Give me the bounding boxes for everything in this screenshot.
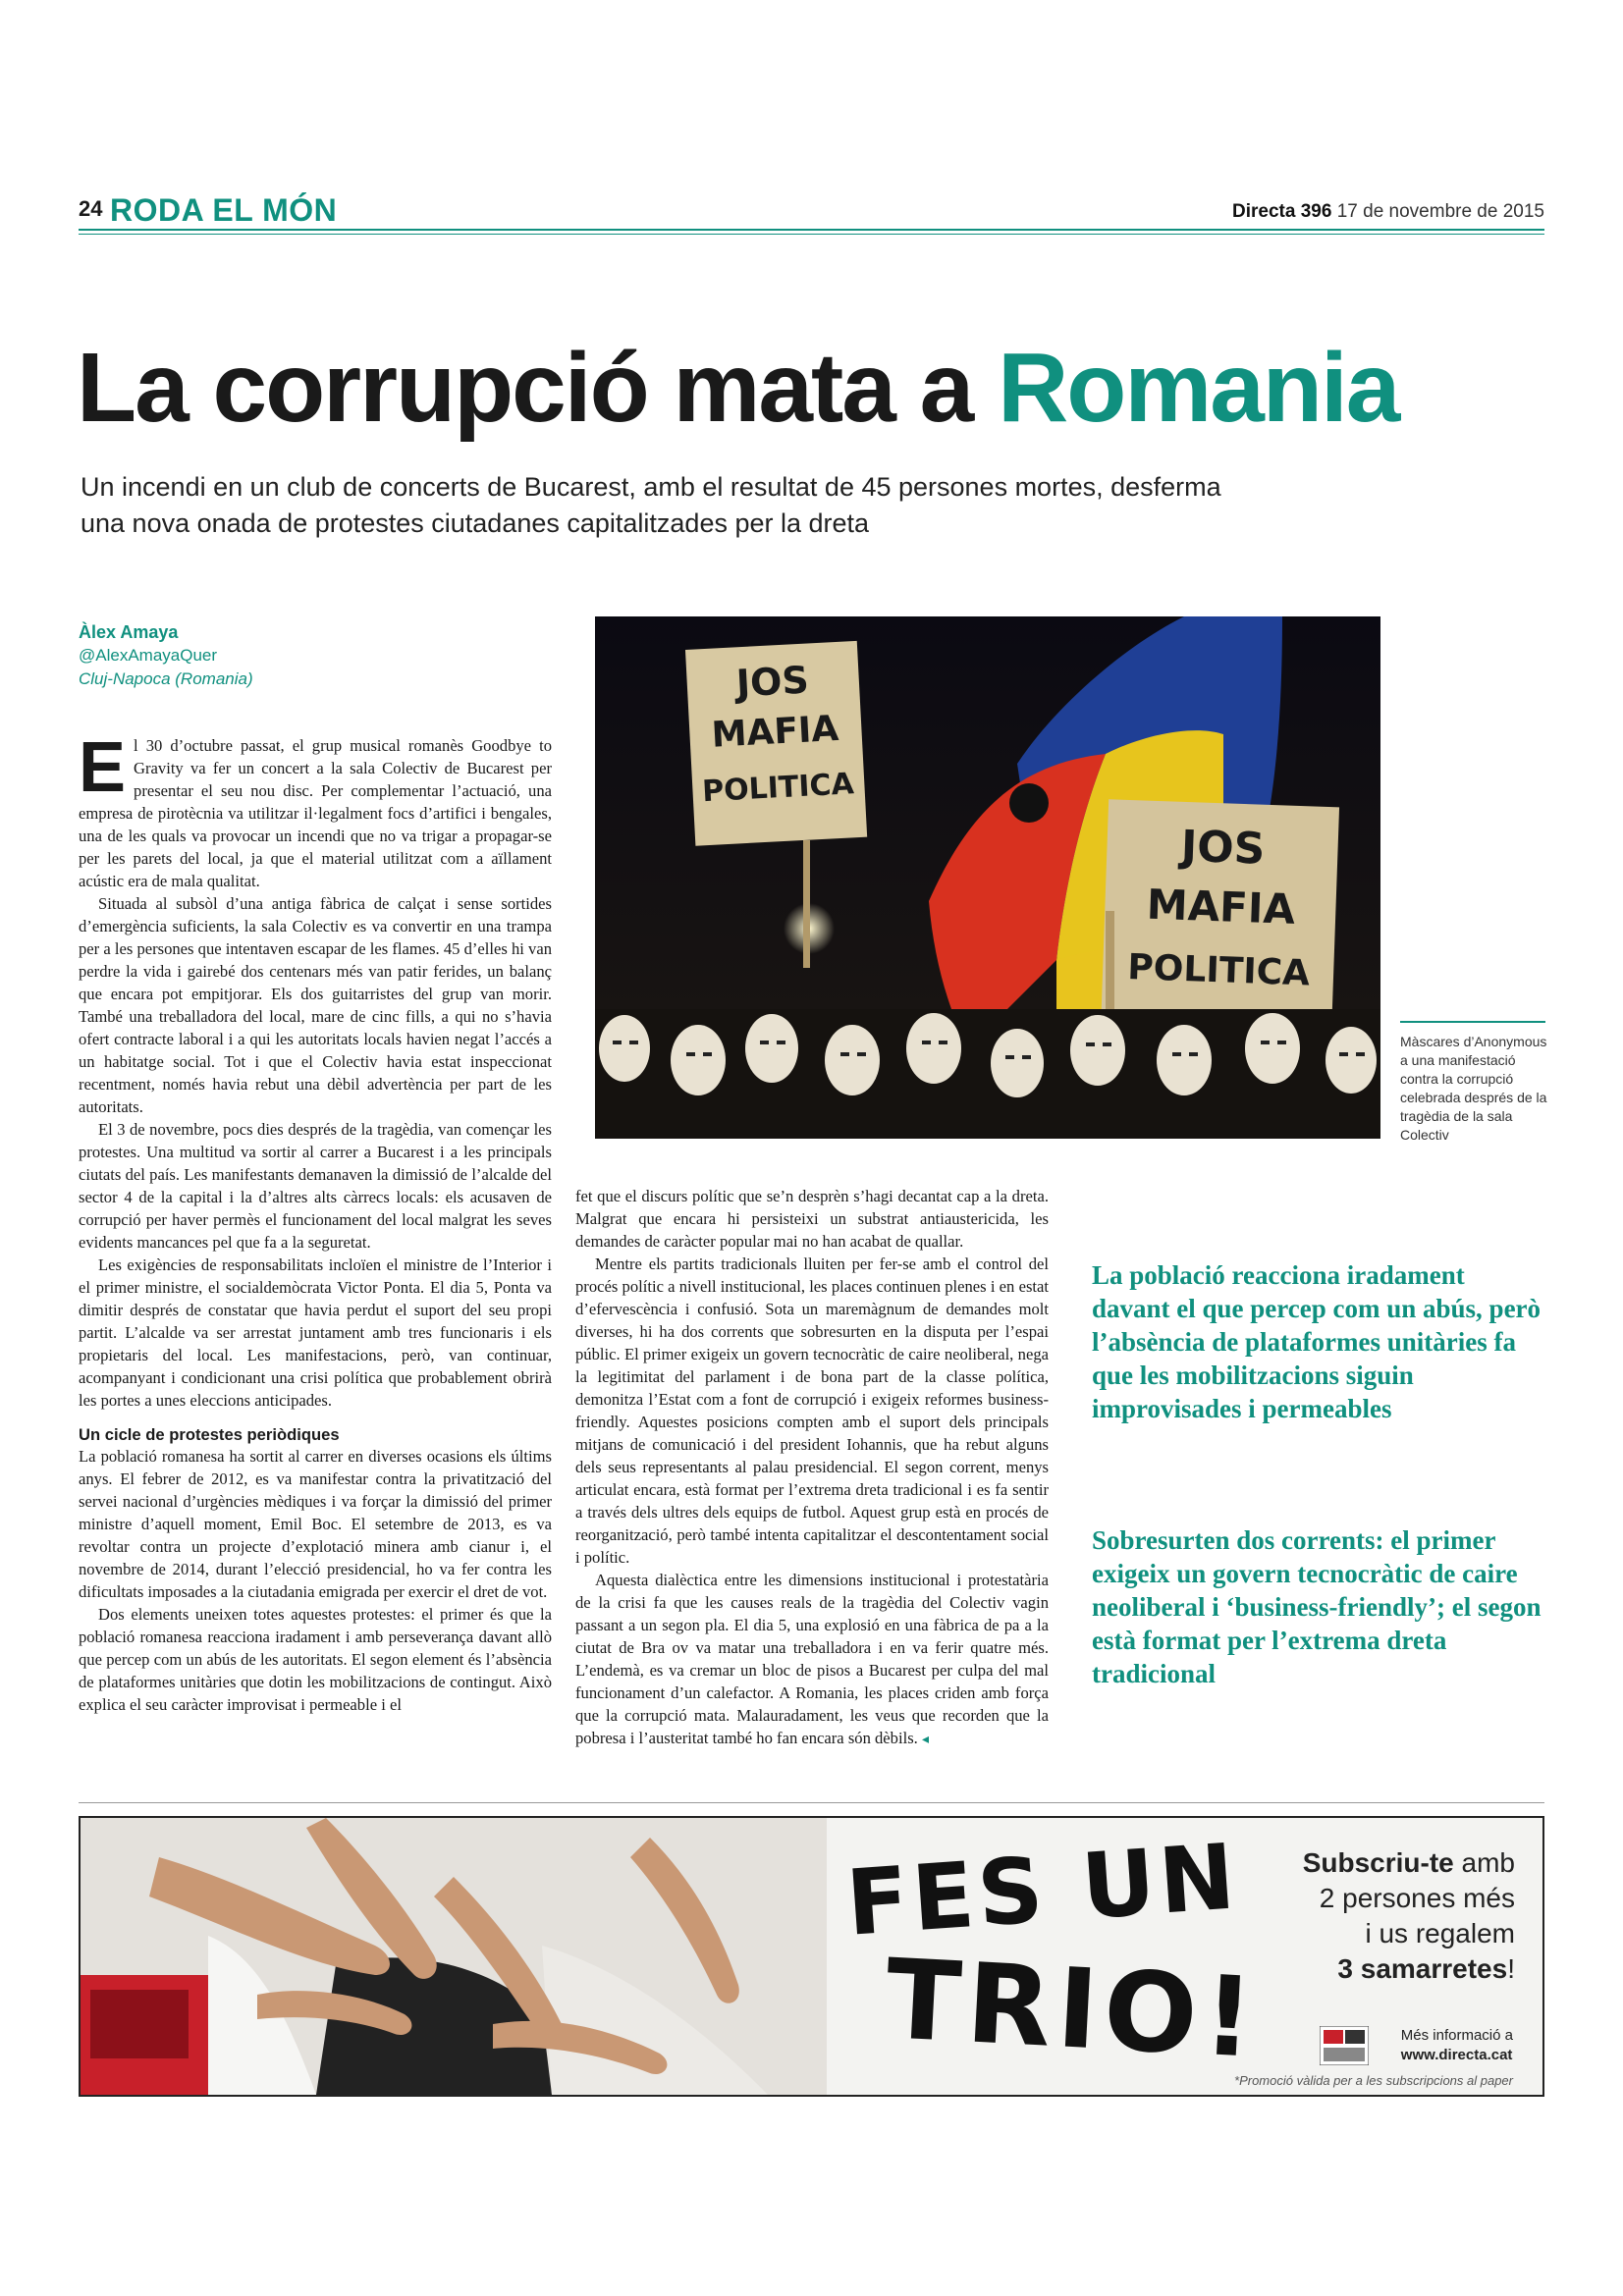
body-paragraph: Situada al subsòl d’una antiga fàbrica de calçat i sense sortides d’emergència suficients, la sala Colectiv es va convertir en una trampa per a les persones que intentaven escapar de les flames. 45 d’elles hi van perdre la vida i gairebé dos centenars més van patir ferides, un balanç que encara pot empitjorar. Els dos guitarristes del grup van morir. També una treballadora del local, mare de cinc fills, a qui no s’havia ofert contracte laboral i a qui les autoritats locals havien negat l’accés a un habitatge social. Tot i que el Colectiv havia estat inspeccionat recentment, només havia rebut una dèbil advertència per part de les autoritats. xyxy=(79,894,552,1116)
photo-caption: Màscares d’Anonymous a una manifestació contra la corrupció celebrada després de la tragèdia de la sala Colectiv xyxy=(1400,1034,1547,1143)
protest-photo xyxy=(595,616,1380,1139)
article-subhead: Un cicle de protestes periòdiques xyxy=(79,1425,340,1444)
svg-text:JOS: JOS xyxy=(734,658,810,706)
drop-cap: E xyxy=(79,728,127,807)
subscription-ad[interactable] xyxy=(79,1816,1544,2097)
issue-info xyxy=(1232,201,1544,223)
ad-slogan-line-2: TRIO! xyxy=(882,1936,1263,2083)
body-paragraph: Mentre els partits tradicionals lluiten per fer-se amb el control del procés polític a nivell institucional, les places continuen plenes i en estat d’efervescència i confusió. Sota un maremàgnum de demandes molt diverses, hi ha dos corrents que sobresurten en la disputa per l’espai públic. El primer exigeix un govern tecnocràtic de caire neoliberal, nega la legitimitat del parlament i de bona part de la classe política, demonitza l’Estat com a font de corrupció i exigeix reformes business-friendly. Aquestes posicions compten amb el suport dels principals mitjans de comunicació i del president Iohannis, que ha rebut alguns dels seus representants al palau presidencial. El segon corrent, menys articulat encara, està format per l’extrema dreta tradicional i es fa sentir a través dels ultres dels equips de futbol. Aquest grup està en procés de reorganització, però també intenta capitalitzar el descontentament social i polític. xyxy=(575,1255,1049,1567)
directa-logo xyxy=(1320,2026,1369,2065)
body-paragraph: La població romanesa ha sortit al carrer en diverses ocasions els últims anys. El febrer de 2012, es va manifestar contra la privatització del servei nacional d’urgències mèdiques i va forçar la dimissió del primer ministre d’aquell moment, Emil Boc. El setembre de 2013, es va revoltar contra un projecte d’explotació minera amb cianur i, el novembre de 2014, durant l’elecció presidencial, ho va fer contra les dificultats imposades a la ciutadania emigrada per exercir el dret de vot. xyxy=(79,1447,552,1601)
issue-date: 17 de novembre de 2015 xyxy=(1336,201,1544,222)
svg-text:MAFIA: MAFIA xyxy=(1146,880,1296,934)
author-name: Àlex Amaya xyxy=(79,622,179,642)
protest-photo-illustration xyxy=(595,616,1380,1139)
title-main: La corrupció mata a xyxy=(77,333,973,443)
ad-footnote: *Promoció vàlida per a les subscripcions al paper xyxy=(1234,2073,1513,2088)
page-number: 24 xyxy=(79,196,103,221)
body-paragraph: Les exigències de responsabilitats incloïen el ministre de l’Interior i el primer ministre, el socialdemòcrata Victor Ponta. El dia 5, Ponta va dimitir després de constatar que havia perdut el suport del seu propi partit. L’alcalde va ser arrestat juntament amb tres funcionaris i els propietaris del local. Les manifestacions, però, van continuar, acompanyant i condicionant una crisi política que probablement obrirà les portes a unes eleccions anticipades. xyxy=(79,1255,552,1410)
title-highlight: Romania xyxy=(998,333,1399,443)
pull-quote-1: La població reacciona iradament davant el que percep com un abús, però l’absència de plataformes unitàries fa que les mobilitzacions siguin improvisades i permeables xyxy=(1092,1260,1542,1423)
header-rule xyxy=(79,229,1544,231)
ad-info-label: Més informació a xyxy=(1400,2027,1513,2044)
svg-text:JOS: JOS xyxy=(1179,821,1267,875)
header-rule-thin xyxy=(79,234,1544,235)
author-handle: @AlexAmayaQuer xyxy=(79,646,218,665)
dateline-location: Cluj-Napoca (Romania) xyxy=(79,669,253,688)
body-column-2 xyxy=(575,1185,1049,1751)
ad-info[interactable] xyxy=(1401,2026,1513,2065)
pull-quote-2: Sobresurten dos corrents: el primer exigeix un govern tecnocràtic de caire neoliberal i ‘business-friendly’; el segon està format per l’extrema dreta tradicional xyxy=(1092,1525,1542,1688)
body-paragraph: fet que el discurs polític que se’n desprèn s’hagi decantat cap a la dreta. Malgrat que encara hi persisteixi un substrat antiaustericida, les demandes de caràcter popular mai no han acabat de quallar. xyxy=(575,1187,1049,1251)
article-subtitle: Un incendi en un club de concerts de Bucarest, amb el resultat de 45 persones mortes, desferma una nova onada de protestes ciutadanes capitalitzades per la dreta xyxy=(81,472,1221,538)
body-paragraph: Aquesta dialèctica entre les dimensions institucional i protestatària de la crisi fa que les causes reals de la tragèdia del Colectiv vagin passant a un segon pla. El dia 5, una explosió en una fàbrica de pa a la ciutat de Bra ov va matar una treballadora i en va ferir quatre més. L’endemà, es va cremar un bloc de pisos a Bucarest per culpa del mal funcionament d’un calefactor. A Romania, les places criden amb força que la corrupció mata. Malauradament, les veus que recorden que la pobresa i l’austeritat també ho fan encara són dèbils. ◂ xyxy=(575,1571,1049,1747)
end-mark: ◂ xyxy=(921,1733,929,1747)
body-paragraph: El 30 d’octubre passat, el grup musical romanès Goodbye to Gravity va fer un concert a la sala Colectiv de Bucarest per presentar el seu nou disc. Per complementar l’actuació, una empresa de pirotècnia va utilitzar il·legalment focs d’artifici i bengales, una de les quals va provocar un incendi que no va trigar a propagar-se per les parets del local, ja que el material utilitzat com a aïllament acústic era de mala qualitat. xyxy=(79,728,552,890)
ad-offer-text: Subscriu-te amb 2 persones més i us regalem 3 samarretes! xyxy=(1302,1847,1515,1984)
ad-feet-photo xyxy=(81,1818,827,2095)
directa-logo-icon xyxy=(1320,2026,1369,2065)
svg-text:MAFIA: MAFIA xyxy=(710,708,840,756)
ad-website-link[interactable]: www.directa.cat xyxy=(1400,2047,1513,2063)
svg-text:POLITICA: POLITICA xyxy=(701,767,855,810)
article-title xyxy=(77,332,1398,445)
body-paragraph: Dos elements uneixen totes aquestes protestes: el primer és que la població romanesa reacciona iradament i amb perseverança davant allò que percep com un abús de les autoritats. El segon element és l’absència de plataformes unitàries que dotin les mobilitzacions de contingut. Això explica el seu caràcter improvisat i permeable i el xyxy=(79,1605,552,1714)
section-title: RODA EL MÓN xyxy=(110,192,338,228)
caption-rule xyxy=(1400,1021,1545,1023)
ad-separator xyxy=(79,1802,1544,1803)
svg-text:POLITICA: POLITICA xyxy=(1126,947,1311,994)
publication-name: Directa 396 xyxy=(1232,201,1332,222)
body-paragraph: El 3 de novembre, pocs dies després de la tragèdia, van començar les protestes. Una multitud va sortir al carrer a Bucarest i a les principals ciutats del país. Les manifestants demanaven la dimissió de l’alcalde del sector 4 de la capital i la d’altres alts càrrecs locals: els acusaven de corrupció per haver permès el funcionament del local malgrat les seves evidents mancances pel que fa a la seguretat. xyxy=(79,1120,552,1252)
ad-slogan-line-1: FES UN xyxy=(842,1824,1242,1956)
body-column-1 xyxy=(79,728,552,1716)
